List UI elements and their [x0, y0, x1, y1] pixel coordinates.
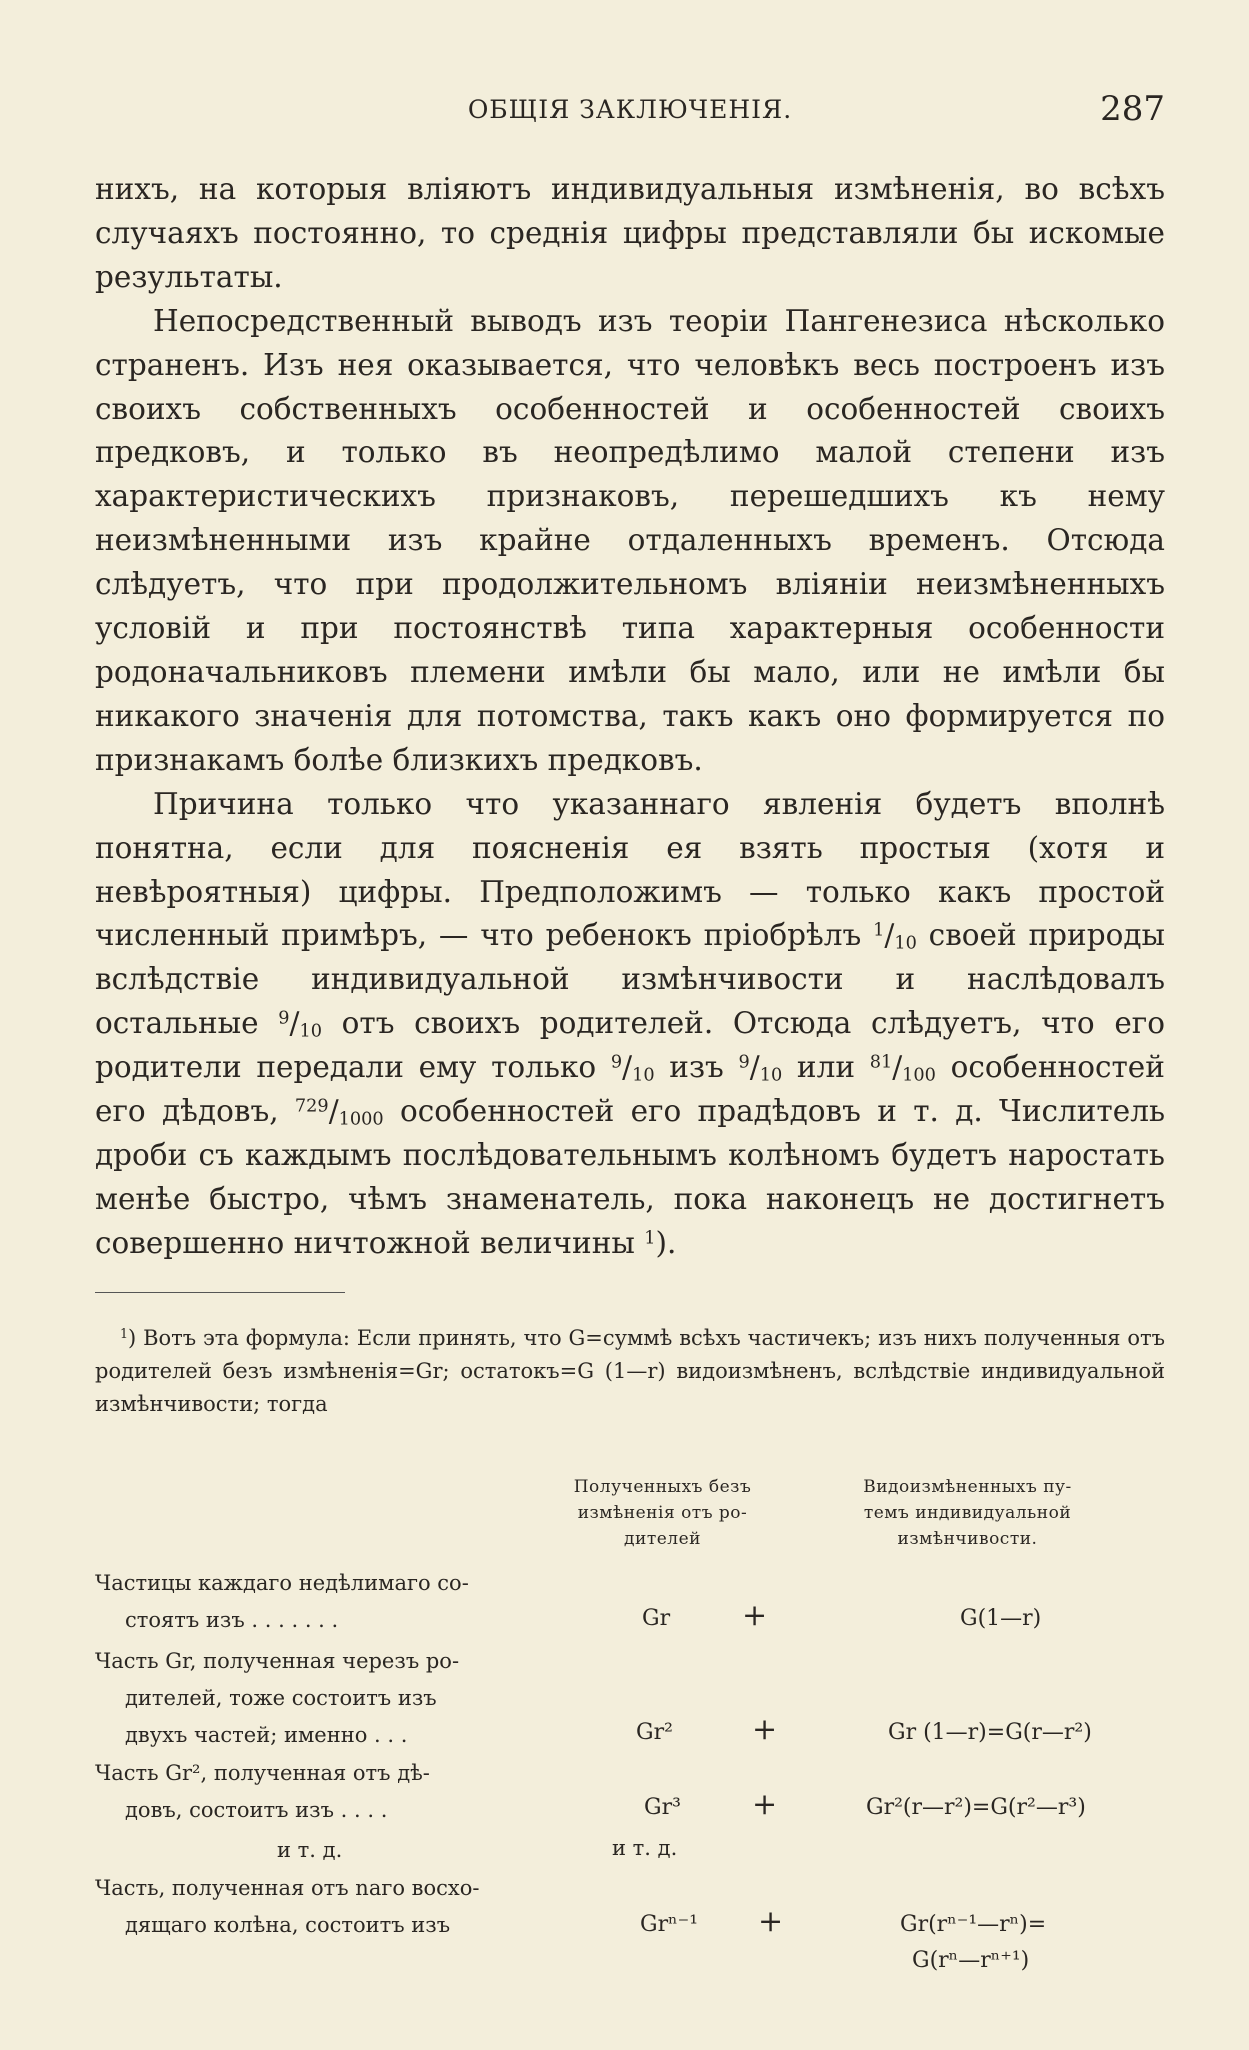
row-1-line-2: стоятъ изъ . . . . . . .	[125, 1608, 339, 1632]
fraction-3-num: 9	[610, 1052, 623, 1073]
fraction-1-den: 10	[894, 933, 917, 954]
row-4-plus: +	[758, 1904, 784, 1939]
footnote-text: $^1$) Вотъ эта формула: Если принять, что G=суммѣ всѣхъ частичекъ; изъ нихъ полученныя отъ родителей безъ измѣненія=Gr; остатокъ=G (1—r) видоизмѣненъ, вслѣдствіе индивидуальной измѣнчивости; тогда	[95, 1326, 1166, 1416]
row-1-modified-value: G(1—r)	[960, 1606, 1042, 1631]
p3-text-g: особенностей его прадѣдовъ и т. д. Числитель дроби съ каждымъ послѣдовательнымъ колѣномъ будетъ наростать менѣе быстро, чѣмъ знаменатель, пока наконецъ не достигнетъ совершенно ничтожной величины	[95, 1094, 1165, 1260]
main-text	[95, 168, 1165, 1266]
paragraph-2: Непосредственный выводъ изъ теоріи Пангенезиса нѣсколько страненъ. Изъ нея оказывается, что человѣкъ весь построенъ изъ своихъ собственныхъ особенностей и особенностей своихъ предковъ, и только въ неопредѣлимо малой степени изъ характеристическихъ признаковъ, перешедшихъ къ нему неизмѣненными изъ крайне отдаленныхъ временъ. Отсюда слѣдуетъ, что при продолжительномъ вліяніи неизмѣненныхъ условій и при постоянствѣ типа характерныя особенности родоначальниковъ племени имѣли бы мало, или не имѣли бы никакого значенія для потомства, такъ какъ оно формируется по признакамъ болѣе близкихъ предковъ.	[95, 303, 1165, 777]
row-4-inherited-value: Grⁿ⁻¹	[640, 1912, 699, 1937]
fraction-5-den: 100	[902, 1065, 936, 1086]
p3-text-b: своей природы вслѣдствіе индивидуальной измѣнчивости и наслѣдовалъ остальные	[95, 918, 1165, 1041]
column-header-inherited-line-1: Полученныхъ безъ	[573, 1477, 752, 1497]
p3-text-e: или	[796, 1050, 855, 1085]
footnote-divider	[95, 1292, 345, 1293]
row-3-modified-value: Gr²(r—r²)=G(r²—r³)	[866, 1795, 1086, 1820]
row-2-line-3: двухъ частей; именно . . .	[125, 1723, 408, 1747]
table-row-2-label	[95, 1643, 545, 1754]
column-header-inherited-line-3: дителей	[624, 1529, 701, 1549]
row-2-inherited-value: Gr²	[636, 1720, 673, 1745]
running-title: ОБЩІЯ ЗАКЛЮЧЕНІЯ.	[467, 95, 793, 124]
p3-text-c: отъ своихъ родителей. Отсюда слѣдуетъ, что его родители передали ему только	[95, 1006, 1165, 1085]
fraction-4-den: 10	[759, 1065, 783, 1086]
row-1-line-1: Частицы каждаго недѣлимаго со-	[95, 1571, 469, 1595]
row-2-plus: +	[752, 1712, 778, 1747]
row-3-line-1: Часть Gr², полученная отъ дѣ-	[95, 1761, 430, 1785]
fraction-3-den: 10	[632, 1065, 655, 1086]
footnote-marker: 1	[120, 1326, 129, 1342]
etc-label-inherited: и т. д.	[612, 1836, 678, 1860]
fraction-6-den: 1000	[338, 1109, 384, 1130]
row-3-inherited-value: Gr³	[644, 1795, 681, 1820]
fraction-6-num: 729	[294, 1096, 329, 1117]
row-4-line-1: Часть, полученная отъ nаго восхо-	[95, 1876, 480, 1900]
column-header-modified	[840, 1474, 1095, 1552]
row-2-line-2: дителей, тоже состоитъ изъ	[125, 1686, 437, 1710]
fraction-2-num: 9	[278, 1008, 290, 1029]
table-row-1-label	[95, 1565, 545, 1639]
row-1-plus: +	[742, 1598, 768, 1633]
fraction-2-den: 10	[299, 1021, 322, 1042]
row-1-inherited-value: Gr	[642, 1606, 671, 1631]
column-header-inherited	[560, 1474, 765, 1552]
column-header-modified-line-2: темъ индивидуальной	[863, 1503, 1072, 1523]
row-2-modified-value: Gr (1—r)=G(r—r²)	[888, 1720, 1092, 1745]
column-header-modified-line-3: измѣнчивости.	[897, 1529, 1038, 1549]
row-4-line-2: дящаго колѣна, состоитъ изъ	[125, 1913, 451, 1937]
paragraph-1: нихъ, на которыя вліяютъ индивидуальныя измѣненія, во всѣхъ случаяхъ постоянно, то среднія цифры представляли бы искомые результаты.	[95, 172, 1165, 294]
paragraph-3: Причина только что указаннаго явленія будетъ вполнѣ понятна, если для поясненія ея взять простыя (хотя и невѣроятныя) цифры. Предположимъ — только какъ простой численный примѣръ, — что ребенокъ пріобрѣлъ $^1/_{10}$ своей природы вслѣдствіе индивидуальной измѣнчивости и наслѣдовалъ остальные $^9/_{10}$ отъ своихъ родителей. Отсюда слѣдуетъ, что его родители передали ему только $^9/_{10}$ изъ $^9/_{10}$ или $^{81}/_{100}$ особенностей его дѣдовъ, $^{729}/_{1000}$ особенностей его прадѣдовъ и т. д. Числитель дроби съ каждымъ послѣдовательнымъ колѣномъ будетъ наростать менѣе быстро, чѣмъ знаменатель, пока наконецъ не достигнетъ совершенно ничтожной величины $^1$).	[95, 786, 1165, 1260]
row-4-modified-value-line-1: Gr(rⁿ⁻¹—rⁿ)=	[900, 1912, 1047, 1937]
table-row-3-label	[95, 1755, 545, 1829]
running-header	[95, 89, 1165, 135]
footnote	[95, 1322, 1165, 1421]
row-4-modified-value-line-2: G(rⁿ—rⁿ⁺¹)	[912, 1948, 1030, 1973]
column-header-inherited-line-2: измѣненія отъ ро-	[577, 1503, 748, 1523]
page-number: 287	[1100, 89, 1165, 129]
row-2-line-1: Часть Gr, полученная черезъ ро-	[95, 1649, 460, 1673]
fraction-4-num: 9	[738, 1052, 750, 1073]
footnote-reference[interactable]: 1	[644, 1228, 656, 1249]
column-header-modified-line-1: Видоизмѣненныхъ пу-	[863, 1477, 1072, 1497]
p3-text-a: Причина только что указаннаго явленія будетъ вполнѣ понятна, если для поясненія ея взять простыя (хотя и невѣроятныя) цифры. Предположимъ — только какъ простой численный примѣръ, — что ребенокъ пріобрѣлъ	[95, 786, 1165, 953]
row-3-line-2: довъ, состоитъ изъ . . . .	[125, 1798, 388, 1822]
row-3-plus: +	[752, 1787, 778, 1822]
p3-text-f: особенностей его дѣдовъ,	[95, 1050, 1165, 1129]
fraction-5-num: 81	[869, 1052, 893, 1073]
etc-label-left: и т. д.	[277, 1838, 343, 1862]
fraction-1-num: 1	[873, 920, 885, 941]
footnote-body: Вотъ эта формула: Если принять, что G=суммѣ всѣхъ частичекъ; изъ нихъ полученныя отъ родителей безъ измѣненія=Gr; остатокъ=G (1—r) видоизмѣненъ, вслѣдствіе индивидуальной измѣнчивости; тогда	[95, 1326, 1166, 1416]
p3-text-d: изъ	[669, 1050, 724, 1085]
table-row-4-label	[95, 1870, 545, 1944]
